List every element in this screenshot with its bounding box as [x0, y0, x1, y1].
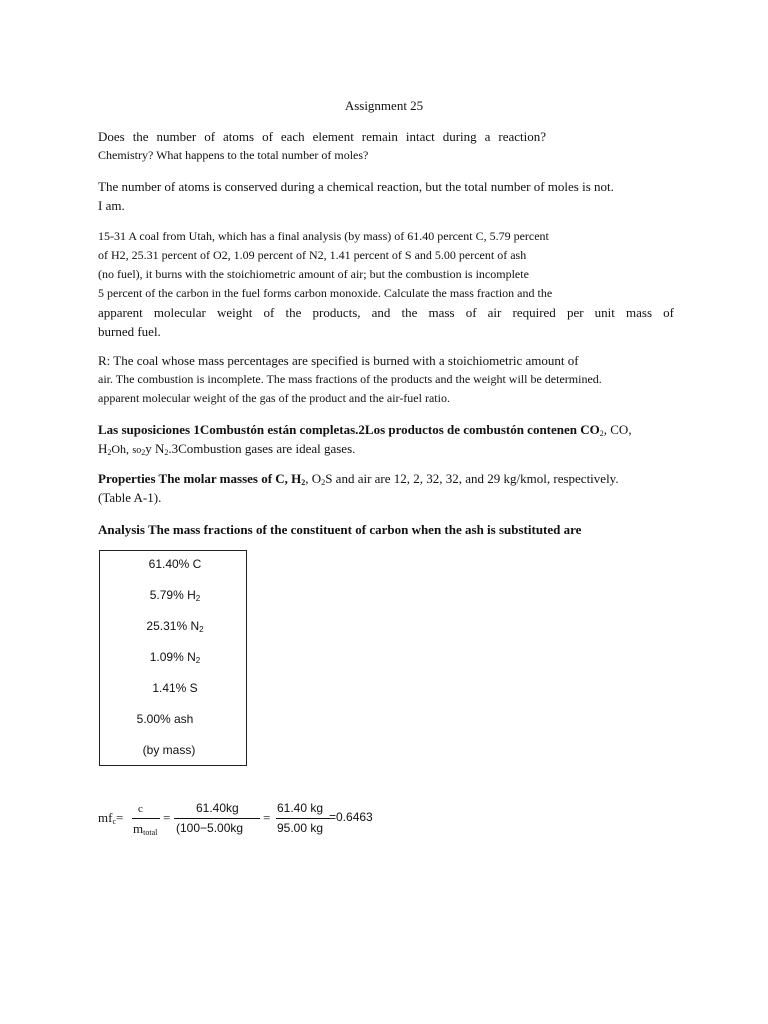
assumptions-rest: , CO, — [603, 422, 632, 437]
assignment-title: Assignment 25 — [344, 98, 424, 113]
n2-subscript: 2 — [164, 448, 169, 457]
n2-sub: 2 — [195, 656, 201, 665]
so2-subscript: 2 — [141, 448, 146, 457]
o2-sub: 2 — [199, 625, 204, 634]
ideal-gas-text: .3Combustion gases are ideal gases. — [168, 441, 356, 456]
h-text: H — [98, 441, 108, 456]
properties-values: S and air are 12, 2, 32, 32, and 29 kg/kmol, respectively. — [325, 471, 619, 486]
problem-line-4: 5 percent of the carbon in the fuel forms carbon monoxide. Calculate the mass fraction and the — [98, 286, 553, 300]
answer-line-1: The number of atoms is conserved during a chemical reaction, but the total number of moles is not. — [98, 179, 614, 194]
assumptions-line-2 — [98, 439, 674, 460]
eq-num-2: 61.40kg — [196, 801, 239, 815]
eq-sign-3: = — [263, 810, 271, 825]
properties-line-2: (Table A-1). — [98, 490, 162, 505]
composition-basis: (by mass) — [142, 743, 196, 757]
problem-paragraph — [98, 227, 674, 341]
composition-box — [99, 550, 247, 766]
question-paragraph — [98, 127, 674, 165]
problem-line-2: of H2, 25.31 percent of O2, 1.09 percent of N2, 1.41 percent of S and 5.00 percent of ash — [98, 248, 527, 262]
composition-h2 — [100, 586, 250, 605]
h2-value: 5.79% H — [149, 588, 196, 602]
analysis-heading: Analysis The mass fractions of the constituent of carbon when the ash is substituted are — [98, 522, 582, 537]
composition-o2 — [100, 617, 250, 636]
eq-den-2: (100−5.00kg — [176, 821, 244, 835]
properties-bold: Properties The molar masses of C, H — [98, 471, 302, 486]
problem-line-6: burned fuel. — [98, 324, 161, 339]
composition-s: 1.41% S — [152, 681, 198, 695]
mass-fraction-equation — [0, 798, 768, 848]
co2-subscript: 2 — [599, 429, 604, 438]
so-text: so — [132, 445, 142, 456]
problem-line-3: (no fuel), it burns with the stoichiometric amount of air; but the combustion is incomplete — [98, 267, 529, 281]
answer-paragraph — [98, 177, 674, 215]
mf-sub: c — [112, 817, 117, 826]
question-line-1: Does the number of atoms of each element remain intact during a reaction? — [98, 129, 546, 144]
properties-line-1 — [98, 469, 674, 488]
eq-den-1 — [133, 819, 157, 838]
response-line-1: R: The coal whose mass percentages are specified is burned with a stoichiometric amount of — [98, 353, 579, 368]
problem-line-5: apparent molecular weight of the products, and the mass of air required per unit mass of — [98, 305, 674, 320]
eq-sign-2: = — [163, 810, 171, 825]
mf-text: mf — [98, 810, 113, 825]
eq-num-1: c — [138, 803, 143, 815]
o2-value: 25.31% N — [146, 619, 200, 633]
o2-prop-subscript: 2 — [321, 478, 326, 487]
assumptions-line-1 — [98, 420, 674, 439]
composition-n2 — [100, 648, 250, 667]
n2-value: 1.09% N — [149, 650, 196, 664]
answer-line-2: I am. — [98, 198, 125, 213]
response-line-3: apparent molecular weight of the gas of the product and the air-fuel ratio. — [98, 391, 450, 405]
properties-paragraph — [98, 469, 674, 507]
h2-prop-subscript: 2 — [301, 478, 306, 487]
question-line-2: Chemistry? What happens to the total number of moles? — [98, 148, 369, 162]
composition-c: 61.40% C — [148, 557, 202, 571]
problem-line-1: 15-31 A coal from Utah, which has a final analysis (by mass) of 61.40 percent C, 5.79 percent — [98, 229, 549, 243]
eq-result: =0.6463 — [329, 810, 373, 824]
response-line-2: air. The combustion is incomplete. The mass fractions of the products and the weight will be determined. — [98, 372, 602, 386]
eq-den-3: 95.00 kg — [277, 821, 324, 835]
m-text: m — [133, 821, 144, 836]
properties-o: , O — [305, 471, 322, 486]
eq-sign-1: = — [116, 810, 124, 825]
composition-ash: 5.00% ash — [136, 712, 194, 726]
h2-sub: 2 — [195, 594, 201, 603]
assumptions-paragraph — [98, 420, 674, 460]
oh-text: Oh, — [111, 442, 130, 456]
yn-text: y N — [145, 441, 165, 456]
response-paragraph — [98, 351, 674, 408]
total-sub: total — [143, 828, 158, 837]
assumptions-bold: Las suposiciones 1Combustón están completas.2Los productos de combustón contenen CO — [98, 422, 600, 437]
h2-subscript: 2 — [107, 448, 112, 457]
eq-num-3: 61.40 kg — [277, 801, 324, 815]
eq-lhs — [98, 808, 123, 827]
